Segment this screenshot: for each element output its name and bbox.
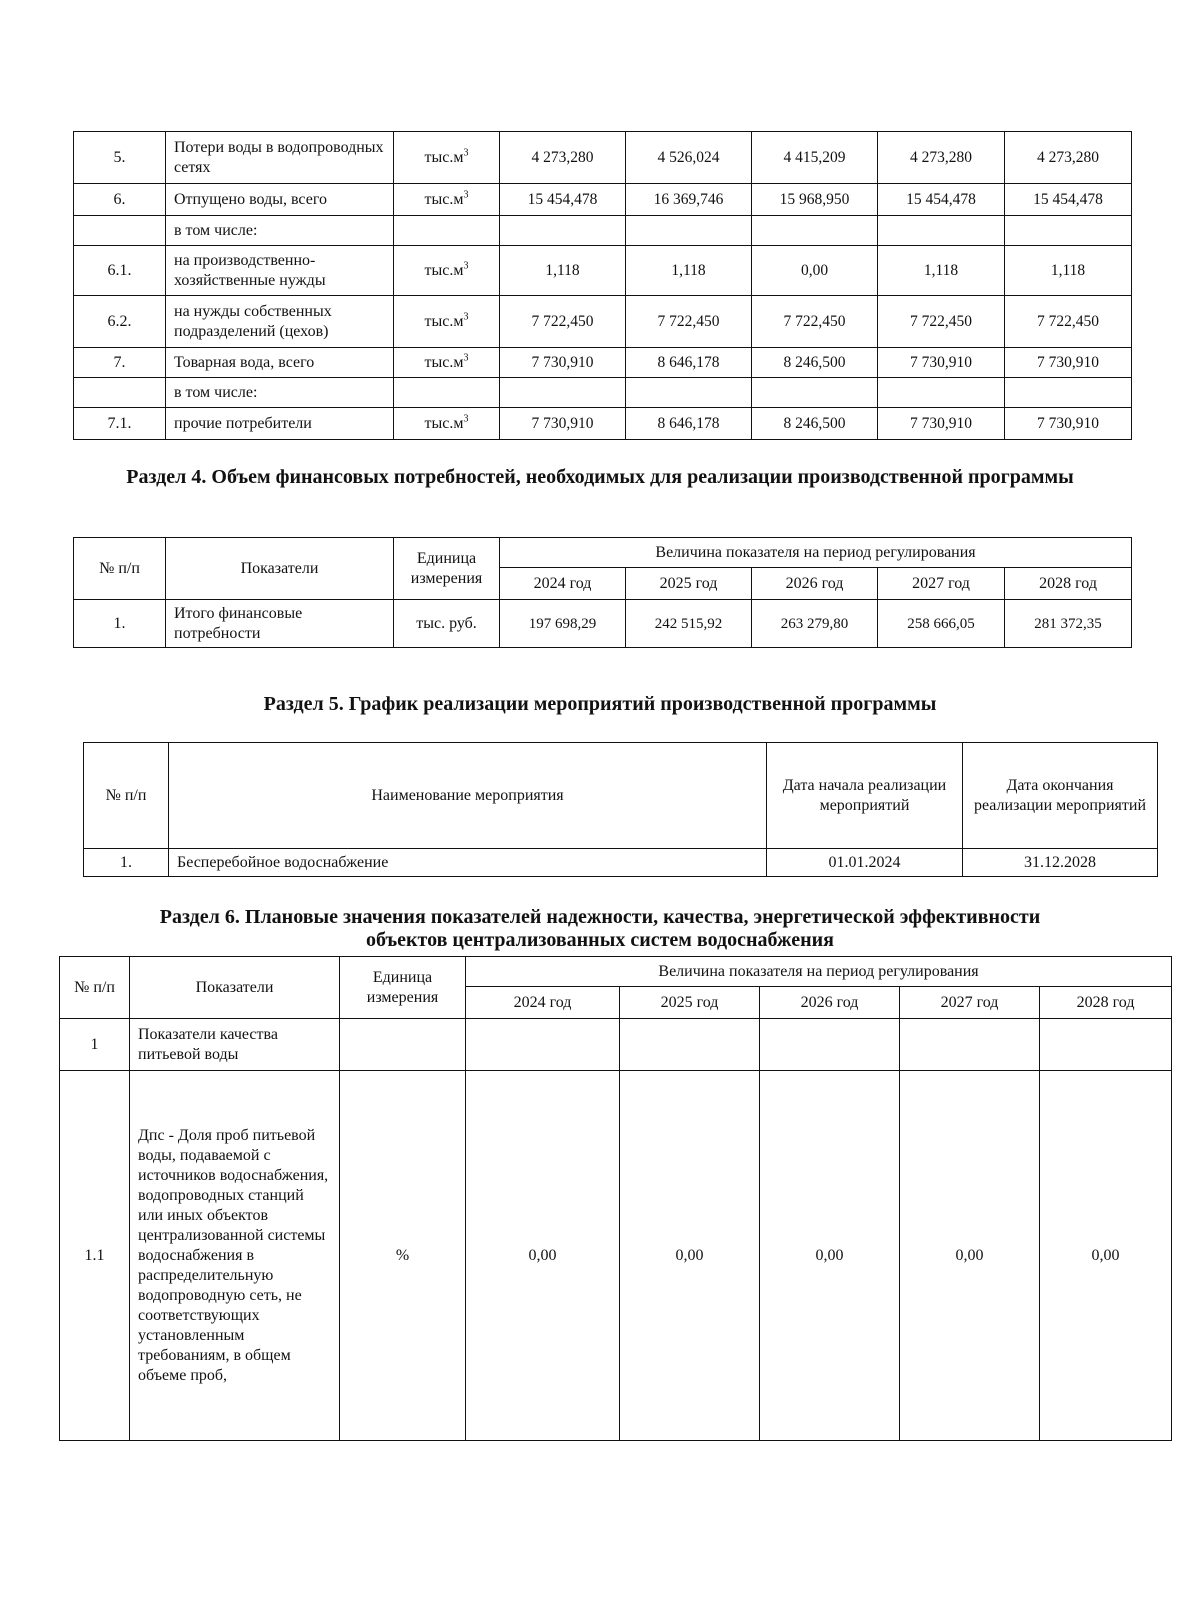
row-value	[626, 378, 752, 408]
row-number: 6.1.	[74, 246, 166, 296]
row-indicator: Потери воды в водопроводных сетях	[166, 132, 394, 184]
table-row	[74, 600, 1132, 648]
unit-superscript: 3	[463, 189, 469, 201]
row-unit	[394, 348, 500, 378]
row-value: 7 722,450	[1005, 296, 1132, 348]
row-number: 1.	[74, 600, 166, 648]
row-event-name: Бесперебойное водоснабжение	[169, 849, 767, 877]
row-value: 7 722,450	[878, 296, 1005, 348]
row-value: 8 246,500	[752, 408, 878, 440]
row-number: 1.1	[60, 1071, 130, 1441]
header-number: № п/п	[74, 538, 166, 600]
header-year: 2025 год	[620, 987, 760, 1019]
table-row	[60, 1071, 1172, 1441]
unit-label: тыс.м	[424, 312, 464, 330]
table-row	[74, 296, 1132, 348]
row-value	[878, 216, 1005, 246]
row-unit	[394, 378, 500, 408]
row-indicator: Дпс - Доля проб питьевой воды, подаваемой с источников водоснабжения, водопроводных станций или иных объектов централизованной системы водоснабжения в распределительную водопроводную сеть, не соответствующих установленным требованиям, в общем объеме проб,	[130, 1071, 340, 1441]
row-value: 0,00	[1040, 1071, 1172, 1441]
row-indicator: на нужды собственных подразделений (цехов)	[166, 296, 394, 348]
row-unit	[340, 1019, 466, 1071]
row-value: 263 279,80	[752, 600, 878, 648]
row-value: 7 730,910	[500, 408, 626, 440]
row-number: 6.2.	[74, 296, 166, 348]
header-event-name: Наименование мероприятия	[169, 743, 767, 849]
row-value	[1005, 216, 1132, 246]
row-value	[1005, 378, 1132, 408]
quality-indicators-table	[59, 956, 1172, 1441]
row-value	[760, 1019, 900, 1071]
header-number: № п/п	[60, 957, 130, 1019]
header-unit: Единица измерения	[394, 538, 500, 600]
row-value: 4 273,280	[1005, 132, 1132, 184]
header-year: 2026 год	[752, 568, 878, 600]
row-value: 281 372,35	[1005, 600, 1132, 648]
row-indicator: на производственно-хозяйственные нужды	[166, 246, 394, 296]
row-value	[752, 216, 878, 246]
row-number: 5.	[74, 132, 166, 184]
header-year: 2027 год	[878, 568, 1005, 600]
row-indicator: Товарная вода, всего	[166, 348, 394, 378]
row-end-date: 31.12.2028	[963, 849, 1158, 877]
row-value: 7 730,910	[878, 408, 1005, 440]
row-value: 7 730,910	[500, 348, 626, 378]
row-value: 7 722,450	[500, 296, 626, 348]
row-value: 258 666,05	[878, 600, 1005, 648]
row-value: 15 454,478	[878, 184, 1005, 216]
row-value: 1,118	[1005, 246, 1132, 296]
table-row	[74, 184, 1132, 216]
unit-label: тыс.м	[424, 261, 464, 279]
row-value: 0,00	[900, 1071, 1040, 1441]
unit-label: тыс.м	[424, 190, 464, 208]
header-period: Величина показателя на период регулирования	[500, 538, 1132, 568]
row-value: 0,00	[466, 1071, 620, 1441]
row-indicator: прочие потребители	[166, 408, 394, 440]
row-value: 4 415,209	[752, 132, 878, 184]
header-year: 2028 год	[1005, 568, 1132, 600]
row-value: 4 273,280	[878, 132, 1005, 184]
row-unit: %	[340, 1071, 466, 1441]
header-period: Величина показателя на период регулирования	[466, 957, 1172, 987]
row-value: 0,00	[752, 246, 878, 296]
row-value: 8 246,500	[752, 348, 878, 378]
schedule-table	[83, 742, 1158, 877]
table-row	[74, 408, 1132, 440]
row-unit	[394, 216, 500, 246]
unit-label: тыс.м	[424, 148, 464, 166]
header-year: 2026 год	[760, 987, 900, 1019]
row-number	[74, 378, 166, 408]
row-value	[878, 378, 1005, 408]
row-value	[1040, 1019, 1172, 1071]
row-value: 0,00	[620, 1071, 760, 1441]
row-indicator: Отпущено воды, всего	[166, 184, 394, 216]
row-number: 6.	[74, 184, 166, 216]
row-number	[74, 216, 166, 246]
row-value: 4 526,024	[626, 132, 752, 184]
header-year: 2024 год	[500, 568, 626, 600]
row-unit	[394, 246, 500, 296]
header-end-date: Дата окончания реализации мероприятий	[963, 743, 1158, 849]
row-unit	[394, 184, 500, 216]
row-value: 8 646,178	[626, 408, 752, 440]
row-unit	[394, 132, 500, 184]
unit-label: тыс.м	[424, 353, 464, 371]
header-indicator: Показатели	[130, 957, 340, 1019]
header-year: 2025 год	[626, 568, 752, 600]
row-value: 4 273,280	[500, 132, 626, 184]
header-unit: Единица измерения	[340, 957, 466, 1019]
row-number: 7.	[74, 348, 166, 378]
unit-label: тыс.м	[424, 414, 464, 432]
row-value: 7 730,910	[1005, 348, 1132, 378]
row-unit	[394, 296, 500, 348]
table-row	[60, 1019, 1172, 1071]
header-year: 2028 год	[1040, 987, 1172, 1019]
row-value: 1,118	[878, 246, 1005, 296]
row-value: 242 515,92	[626, 600, 752, 648]
row-value	[900, 1019, 1040, 1071]
row-indicator: в том числе:	[166, 378, 394, 408]
row-number: 7.1.	[74, 408, 166, 440]
table-row	[74, 216, 1132, 246]
row-indicator: Показатели качества питьевой воды	[130, 1019, 340, 1071]
water-balance-table	[73, 131, 1132, 440]
row-start-date: 01.01.2024	[767, 849, 963, 877]
header-year: 2027 год	[900, 987, 1040, 1019]
table-row	[74, 378, 1132, 408]
row-value	[466, 1019, 620, 1071]
unit-superscript: 3	[463, 352, 469, 364]
table-row	[74, 348, 1132, 378]
header-indicator: Показатели	[166, 538, 394, 600]
row-value: 1,118	[500, 246, 626, 296]
row-indicator: в том числе:	[166, 216, 394, 246]
table-row	[84, 849, 1158, 877]
section-5-title: Раздел 5. График реализации мероприятий производственной программы	[263, 693, 937, 715]
unit-superscript: 3	[463, 413, 469, 425]
row-value: 7 730,910	[1005, 408, 1132, 440]
unit-superscript: 3	[463, 260, 469, 272]
header-start-date: Дата начала реализации мероприятий	[767, 743, 963, 849]
unit-superscript: 3	[463, 147, 469, 159]
row-value	[626, 216, 752, 246]
row-value: 8 646,178	[626, 348, 752, 378]
row-value: 7 722,450	[626, 296, 752, 348]
row-value	[620, 1019, 760, 1071]
row-value: 15 454,478	[500, 184, 626, 216]
row-value	[500, 378, 626, 408]
header-number: № п/п	[84, 743, 169, 849]
row-unit	[394, 408, 500, 440]
row-value: 0,00	[760, 1071, 900, 1441]
row-value	[752, 378, 878, 408]
financial-needs-table	[73, 537, 1132, 648]
table-row	[74, 246, 1132, 296]
row-number: 1.	[84, 849, 169, 877]
section-4-title: Раздел 4. Объем финансовых потребностей, необходимых для реализации производственной программы	[126, 466, 1074, 488]
row-value	[500, 216, 626, 246]
row-unit: тыс. руб.	[394, 600, 500, 648]
row-value: 7 730,910	[878, 348, 1005, 378]
row-value: 16 369,746	[626, 184, 752, 216]
section-6-title: Раздел 6. Плановые значения показателей надежности, качества, энергетической эффективности объектов централизованных систем водоснабжения	[159, 906, 1041, 951]
row-value: 197 698,29	[500, 600, 626, 648]
row-value: 15 454,478	[1005, 184, 1132, 216]
row-value: 15 968,950	[752, 184, 878, 216]
unit-superscript: 3	[463, 311, 469, 323]
row-indicator: Итого финансовые потребности	[166, 600, 394, 648]
row-value: 7 722,450	[752, 296, 878, 348]
row-value: 1,118	[626, 246, 752, 296]
row-number: 1	[60, 1019, 130, 1071]
table-row	[74, 132, 1132, 184]
header-year: 2024 год	[466, 987, 620, 1019]
